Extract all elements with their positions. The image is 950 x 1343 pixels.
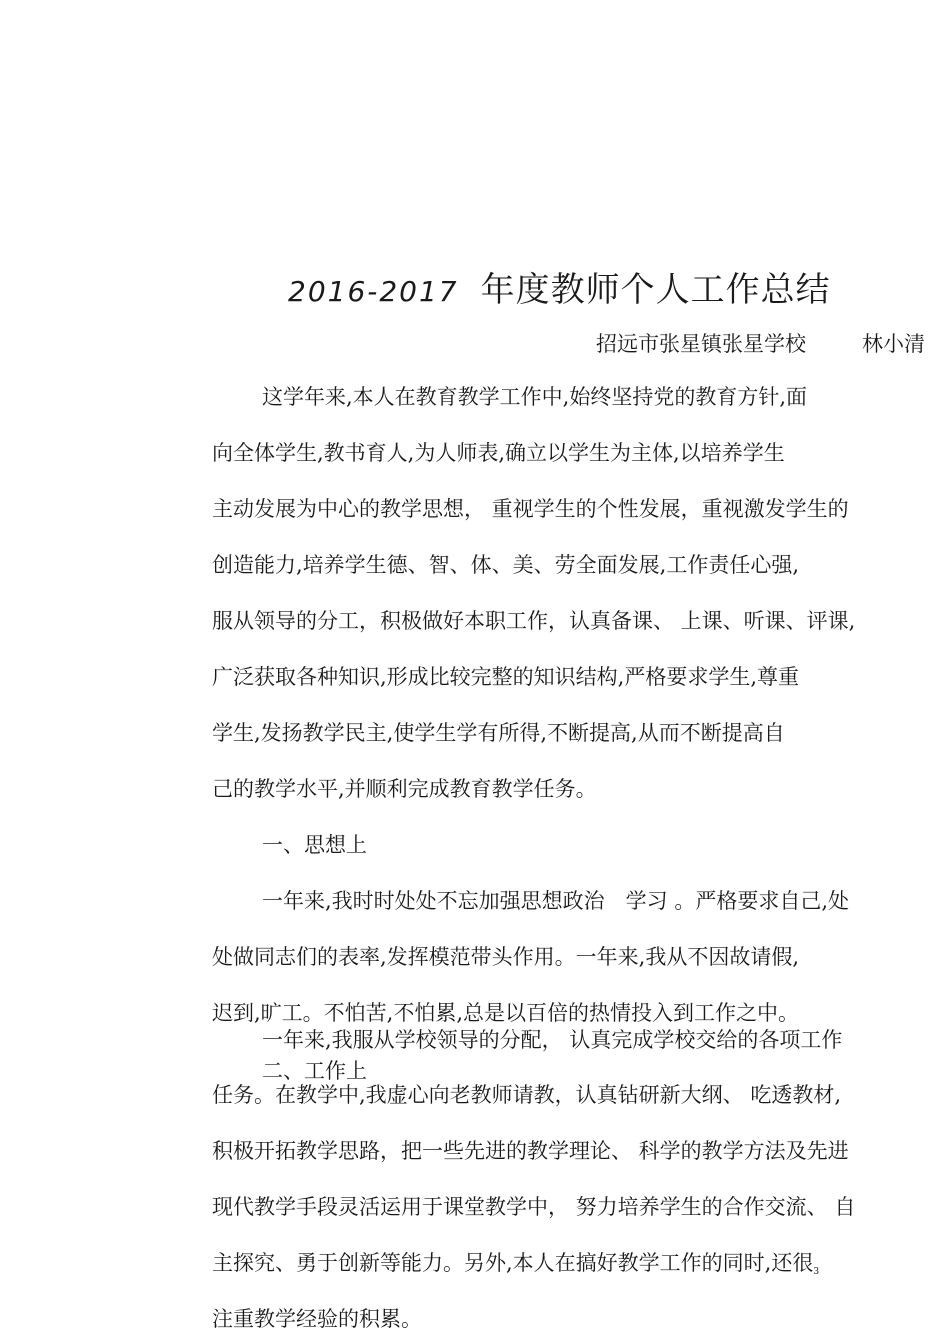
text-line xyxy=(212,665,799,690)
text-line-content: 二、工作上 xyxy=(262,1059,367,1083)
text-line-content: 创造能力,培养学生德、智、体、美、劳全面发展,工作责任心强, xyxy=(212,553,800,577)
text-line xyxy=(212,497,849,522)
text-line-content: 处做同志们的表率,发挥模范带头作用。一年来,我从不因故请假, xyxy=(212,945,800,969)
text-line xyxy=(262,889,849,914)
text-line-content: 一、思想上 xyxy=(262,833,367,857)
text-line xyxy=(212,441,785,466)
text-line xyxy=(212,553,799,578)
text-line-content: 现代教学手段灵活运用于课堂教学中， 努力培养学生的合作交流、 自 xyxy=(212,1195,856,1219)
text-line xyxy=(212,1001,799,1026)
text-line-content: 积极开拓教学思路，把一些先进的教学理论、 科学的教学方法及先进 xyxy=(212,1139,849,1163)
author-name: 林小清 xyxy=(862,332,925,356)
text-line-content: 向全体学生,教书育人,为人师表,确立以学生为主体,以培养学生 xyxy=(212,441,785,465)
text-line-content: 主动发展为中心的教学思想， 重视学生的个性发展，重视激发学生的 xyxy=(212,497,849,521)
text-line-content: 一年来,我时时处处不忘加强思想政治 学习 。严格要求自己,处 xyxy=(262,889,850,913)
text-line xyxy=(262,385,807,410)
text-line xyxy=(212,1195,855,1220)
text-line-content: 这学年来,本人在教育教学工作中,始终坚持党的教育方针,面 xyxy=(262,385,808,409)
text-line xyxy=(262,1028,842,1053)
text-line-content: 任务。在教学中,我虚心向老教师请教，认真钻研新大纲、 吃透教材, xyxy=(212,1083,842,1107)
text-line xyxy=(262,833,367,858)
text-line xyxy=(212,609,855,634)
text-line xyxy=(212,1083,841,1108)
footnote-mark: 3 xyxy=(813,1267,820,1277)
document-title xyxy=(288,262,831,311)
author-school: 招远市张星镇张星学校 xyxy=(596,332,806,356)
title-year: 2016-2017 xyxy=(288,275,459,308)
text-line-content: 注重教学经验的积累。 xyxy=(212,1307,422,1331)
text-line xyxy=(212,1251,819,1278)
title-text: 年度教师个人工作总结 xyxy=(480,270,831,310)
text-line-content: 迟到,旷工。不怕苦,不怕累,总是以百倍的热情投入到工作之中。 xyxy=(212,1001,800,1025)
text-line xyxy=(212,1307,422,1332)
text-line xyxy=(262,1059,367,1084)
text-line-content: 学生,发扬教学民主,使学生学有所得,不断提高,从而不断提高自 xyxy=(212,721,785,745)
text-line xyxy=(212,1139,849,1164)
author-line xyxy=(596,328,925,358)
text-line-content: 主探究、勇于创新等能力。另外,本人在搞好教学工作的同时,还很 xyxy=(212,1251,814,1275)
text-line-content: 一年来,我服从学校领导的分配， 认真完成学校交给的各项工作 xyxy=(262,1028,843,1052)
text-line xyxy=(212,945,799,970)
text-line-content: 己的教学水平,并顺利完成教育教学任务。 xyxy=(212,777,597,801)
text-line xyxy=(212,777,597,802)
text-line-content: 广泛获取各种知识,形成比较完整的知识结构,严格要求学生,尊重 xyxy=(212,665,800,689)
text-line-content: 服从领导的分工，积极做好本职工作，认真备课、 上课、听课、评课, xyxy=(212,609,856,633)
text-line xyxy=(212,721,785,746)
